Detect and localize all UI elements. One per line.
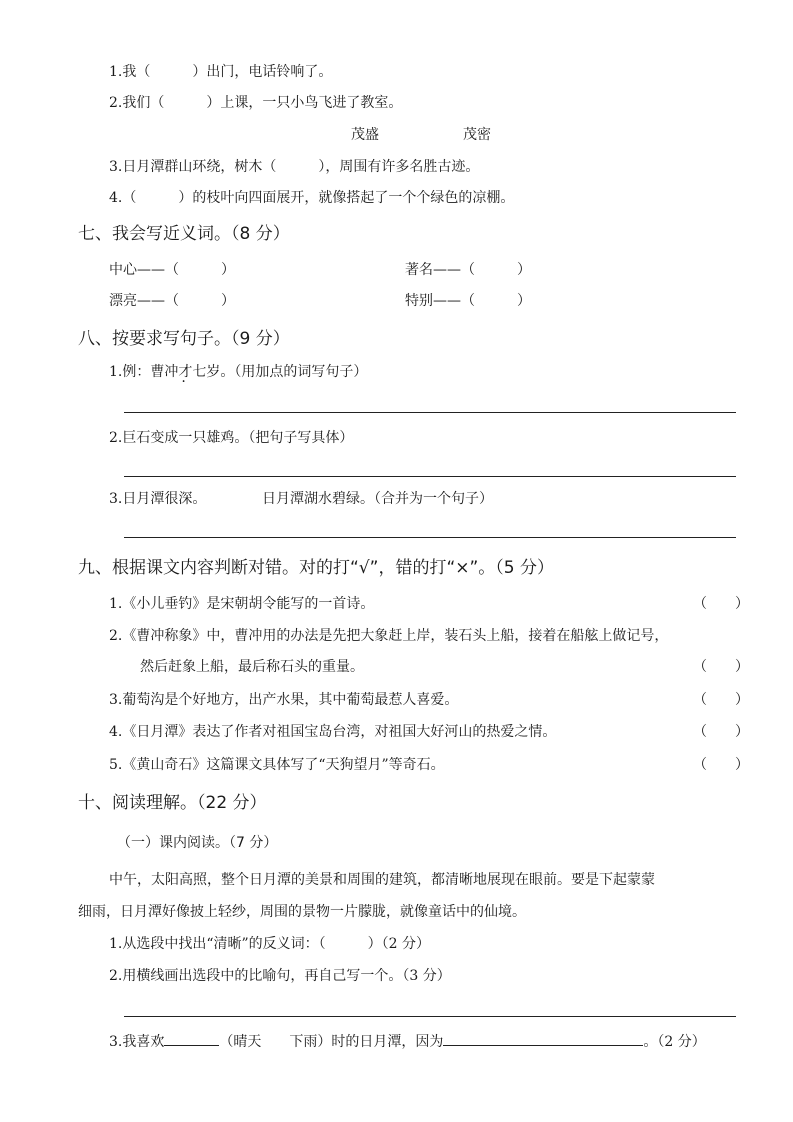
judge-paren-3[interactable]: （ ）	[693, 692, 749, 708]
s8-q1-dotted-char: 才	[178, 364, 193, 380]
s6-question-4: 4.（ ）的枝叶向四面展开，就像搭起了一个个绿色的凉棚。	[109, 190, 515, 206]
s10-q3-prefix: 3.我喜欢	[109, 1034, 165, 1050]
synonym-tebie: 特别——（ ）	[405, 293, 531, 309]
subsection-1-title: （一）课内阅读。（7 分）	[117, 835, 278, 851]
synonym-zhongxin: 中心——（ ）	[109, 262, 235, 278]
judge-paren-2[interactable]: （ ）	[693, 659, 749, 675]
s6-option-1: 茂盛	[351, 127, 379, 143]
section-8-title: 八、按要求写句子。（9 分）	[78, 329, 290, 349]
synonym-piaoliang: 漂亮——（ ）	[109, 293, 235, 309]
reading-paragraph-line-2: 细雨，日月潭好像披上轻纱，周围的景物一片朦胧，就像童话中的仙境。	[78, 904, 526, 920]
synonym-zhuming: 著名——（ ）	[405, 262, 531, 278]
answer-line[interactable]	[124, 412, 736, 413]
section-9-title: 九、根据课文内容判断对错。对的打“√”，错的打“×”。（5 分）	[78, 558, 555, 578]
judge-item-1: 1.《小儿垂钓》是宋朝胡令能写的一首诗。	[109, 596, 375, 612]
judge-item-2: 2.《曹冲称象》中，曹冲用的办法是先把大象赶上岸，装石头上船，接着在船舷上做记号，	[109, 628, 669, 644]
fill-blank-reason[interactable]	[443, 1031, 643, 1046]
s6-question-3: 3.日月潭群山环绕，树木（ ），周围有许多名胜古迹。	[109, 159, 480, 175]
judge-paren-1[interactable]: （ ）	[693, 596, 749, 612]
s8-question-2: 2.巨石变成一只雄鸡。（把句子写具体）	[109, 430, 354, 446]
s10-question-3	[109, 1031, 706, 1052]
s8-question-3b: 日月潭湖水碧绿。（合并为一个句子）	[262, 491, 493, 507]
judge-paren-5[interactable]: （ ）	[693, 757, 749, 773]
s6-option-2: 茂密	[463, 127, 491, 143]
s8-question-1	[109, 362, 367, 382]
reading-paragraph-line-1: 中午，太阳高照，整个日月潭的美景和周围的建筑，都清晰地展现在眼前。要是下起蒙蒙	[109, 872, 655, 888]
s8-question-3a: 3.日月潭很深。	[109, 491, 207, 507]
s8-q1-prefix: 1.例：曹冲	[109, 364, 179, 380]
judge-item-2-cont: 然后赶象上船，最后称石头的重量。	[140, 659, 364, 675]
s6-question-1: 1.我（ ）出门，电话铃响了。	[109, 64, 333, 80]
section-10-title: 十、阅读理解。（22 分）	[78, 793, 267, 813]
section-7-title: 七、我会写近义词。（8 分）	[78, 224, 290, 244]
judge-item-3: 3.葡萄沟是个好地方，出产水果，其中葡萄最惹人喜爱。	[109, 692, 459, 708]
s10-q3-middle: （晴天 下雨）时的日月潭，因为	[219, 1034, 444, 1050]
judge-item-5: 5.《黄山奇石》这篇课文具体写了“天狗望月”等奇石。	[109, 757, 445, 773]
answer-line[interactable]	[124, 476, 736, 477]
answer-line[interactable]	[124, 537, 736, 538]
judge-item-4: 4.《日月潭》表达了作者对祖国宝岛台湾，对祖国大好河山的热爱之情。	[109, 724, 557, 740]
s10-question-2: 2.用横线画出选段中的比喻句，再自己写一个。（3 分）	[109, 968, 451, 984]
fill-blank-choice[interactable]	[164, 1031, 219, 1046]
answer-line[interactable]	[124, 1016, 736, 1017]
s10-q3-suffix: 。（2 分）	[643, 1034, 706, 1050]
judge-paren-4[interactable]: （ ）	[693, 724, 749, 740]
s8-q1-suffix: 七岁。（用加点的词写句子）	[192, 364, 368, 380]
s10-question-1: 1.从选段中找出“清晰”的反义词：（ ）（2 分）	[109, 936, 431, 952]
s6-question-2: 2.我们（ ）上课，一只小鸟飞进了教室。	[109, 95, 403, 111]
